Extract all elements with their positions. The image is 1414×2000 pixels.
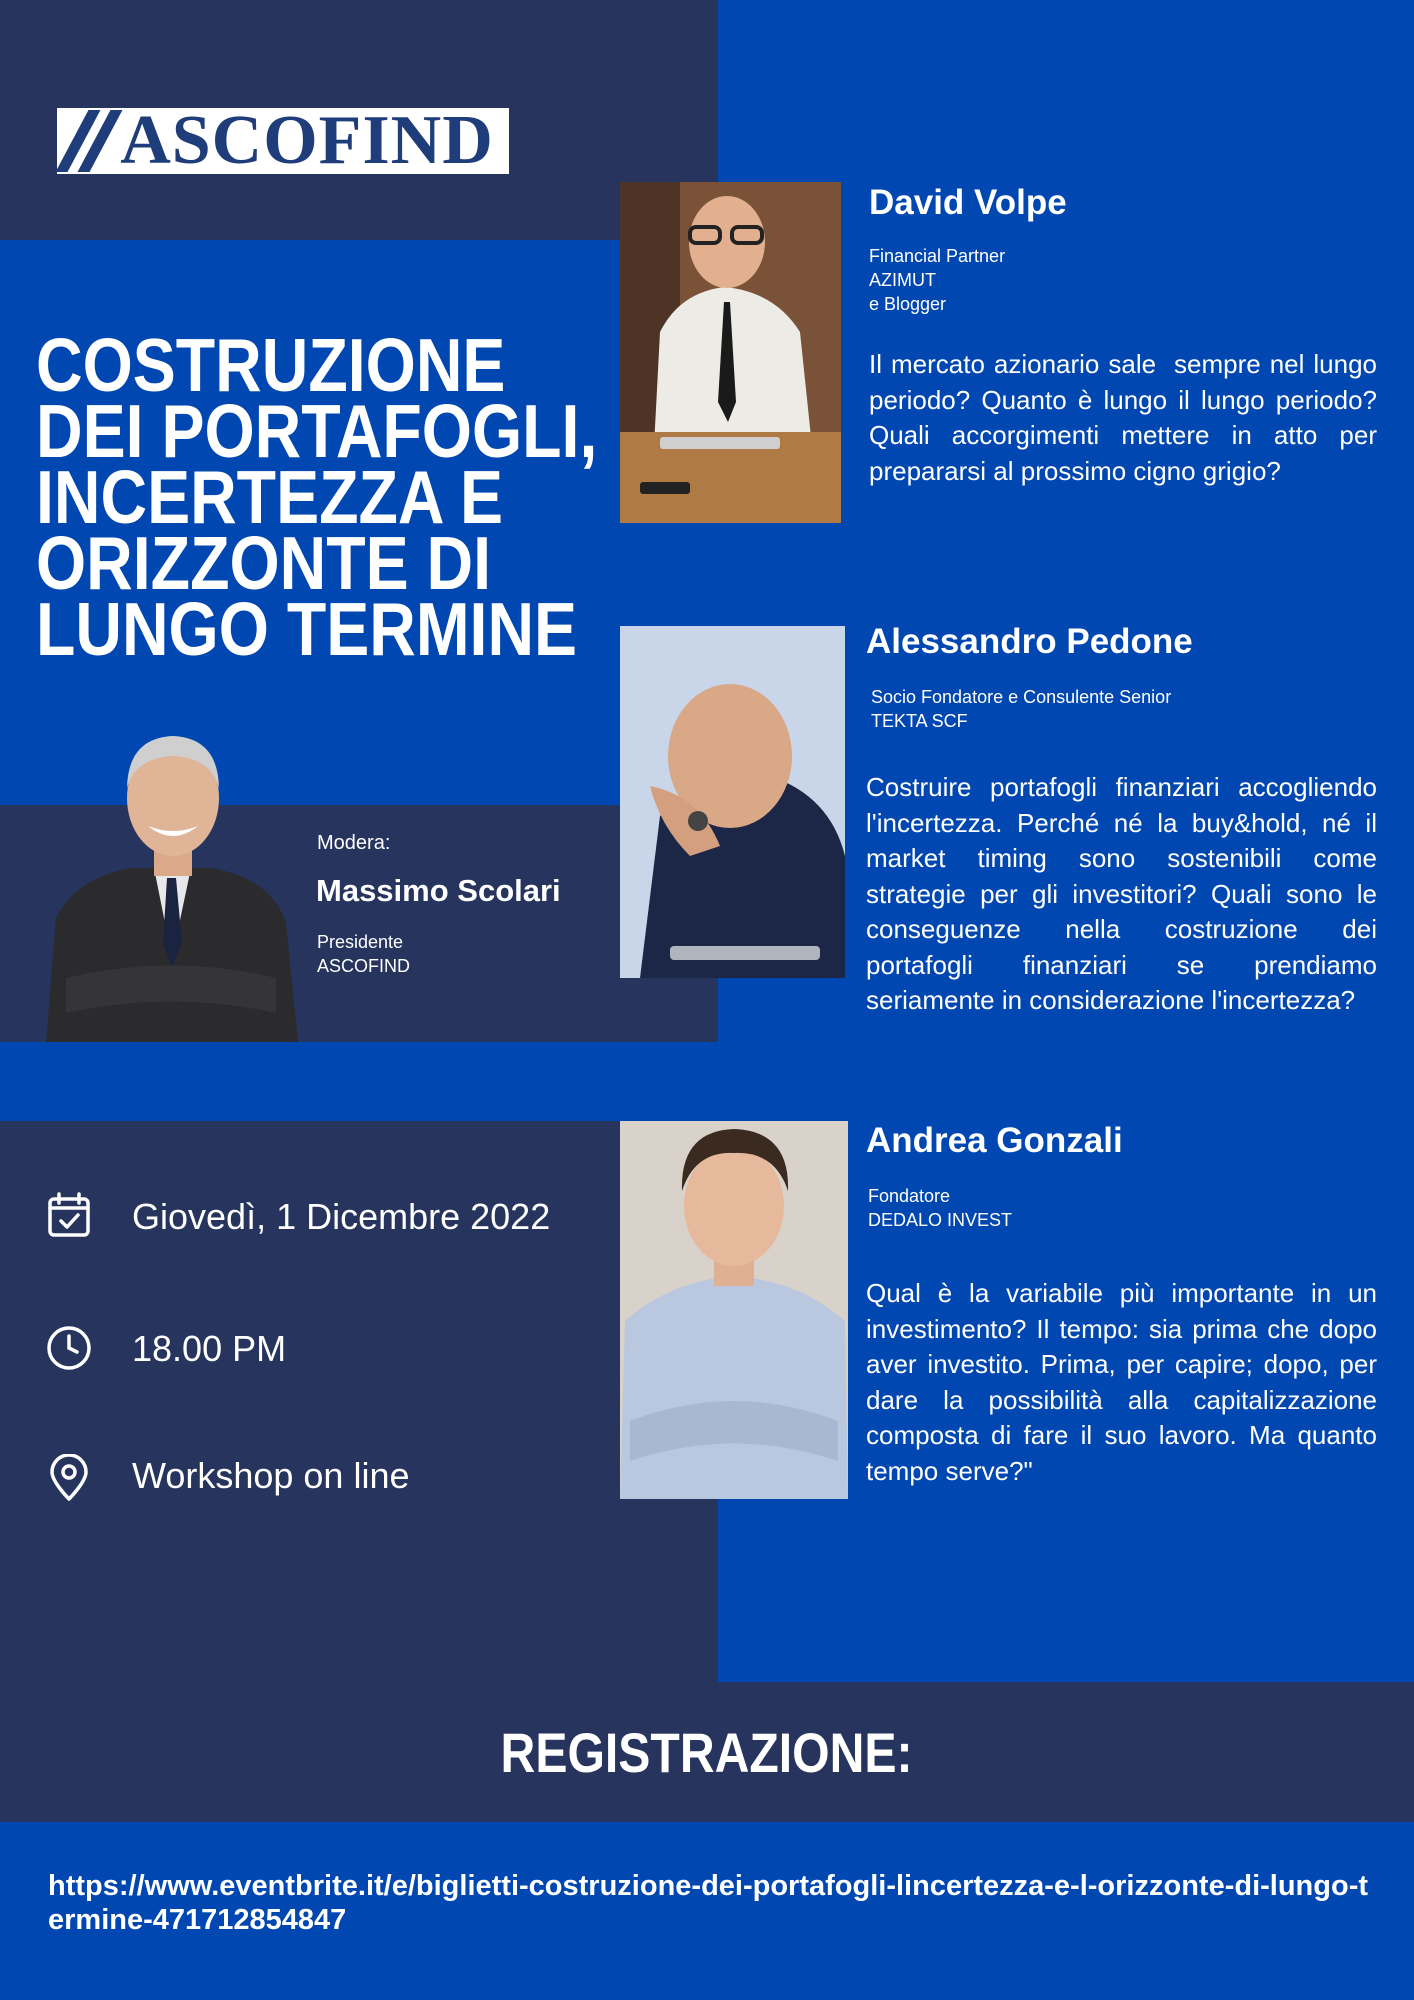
speaker-description-andrea-gonzali: Qual è la variabile più importante in un investimento? Il tempo: sia prima che dopo aver investito. Prima, per capire; dopo, per dare la possibilità alla capitalizzazione composta di fare il suo lavoro. Ma quanto tempo serve?": [866, 1278, 1377, 1486]
speaker-name-david-volpe: David Volpe: [869, 183, 1067, 222]
speaker-name-andrea-gonzali: Andrea Gonzali: [866, 1121, 1123, 1160]
title-line: ORIZZONTE DI: [36, 521, 492, 605]
speaker-photo-alessandro-pedone: [620, 626, 845, 978]
moderator-role-line: ASCOFIND: [317, 956, 411, 976]
speaker-role-line: DEDALO INVEST: [868, 1210, 1013, 1230]
logo-text: ASCOFIND: [120, 102, 494, 179]
speaker-role-andrea-gonzali: [868, 1184, 1012, 1232]
speaker-role-line: AZIMUT: [869, 270, 936, 290]
title-line: DEI PORTAFOGLI,: [36, 389, 598, 473]
moderator-name: Massimo Scolari: [316, 873, 561, 908]
event-date: Giovedì, 1 Dicembre 2022: [132, 1196, 551, 1237]
speaker-role-david-volpe: [869, 244, 1005, 316]
event-time: 18.00 PM: [132, 1328, 287, 1369]
moderator-photo: [36, 728, 308, 1042]
speaker-description-alessandro-pedone: Costruire portafogli finanziari accogliendo l'incertezza. Perché né la buy&hold, né il market timing sono sostenibili come strategie per gli investitori? Quali sono le conseguenze nella costruzione dei portafogli finanziari se prendiamo seriamente in considerazione l'incertezza?: [866, 772, 1377, 1015]
speaker-role-line: Socio Fondatore e Consulente Senior: [871, 687, 1172, 707]
speaker-role-line: e Blogger: [869, 294, 947, 314]
title-line: LUNGO TERMINE: [36, 587, 578, 671]
moderator-role: [317, 930, 410, 978]
registration-heading-wrap: [0, 1682, 1414, 1822]
title-line: INCERTEZZA E: [36, 455, 504, 539]
registration-link[interactable]: https://www.eventbrite.it/e/biglietti-costruzione-dei-portafogli-lincertezza-e-l-orizzonte-di-lungo-termine-471712854847: [48, 1870, 1369, 1936]
moderator-role-line: Presidente: [317, 932, 404, 952]
calendar-check-icon: [46, 1192, 92, 1238]
speaker-photo-andrea-gonzali: [620, 1121, 848, 1499]
moderator-label: Modera:: [317, 832, 391, 854]
speaker-role-line: Financial Partner: [869, 246, 1006, 266]
speaker-photo-david-volpe: [620, 182, 841, 523]
clock-icon: [46, 1325, 92, 1371]
registration-heading: REGISTRAZIONE:: [500, 1720, 914, 1784]
location-pin-icon: [46, 1454, 92, 1500]
speaker-role-alessandro-pedone: [871, 685, 1171, 733]
speaker-description-david-volpe: Il mercato azionario sale sempre nel lungo periodo? Quanto è lungo il lungo periodo? Quali accorgimenti mettere in atto per prepararsi al prossimo cigno grigio?: [869, 349, 1385, 486]
event-location: Workshop on line: [132, 1455, 410, 1496]
event-title: [36, 323, 598, 671]
title-line: COSTRUZIONE: [36, 323, 506, 407]
speaker-name-alessandro-pedone: Alessandro Pedone: [866, 622, 1193, 661]
speaker-role-line: TEKTA SCF: [871, 711, 968, 731]
speaker-role-line: Fondatore: [868, 1186, 951, 1206]
ascofind-logo: [57, 102, 509, 179]
